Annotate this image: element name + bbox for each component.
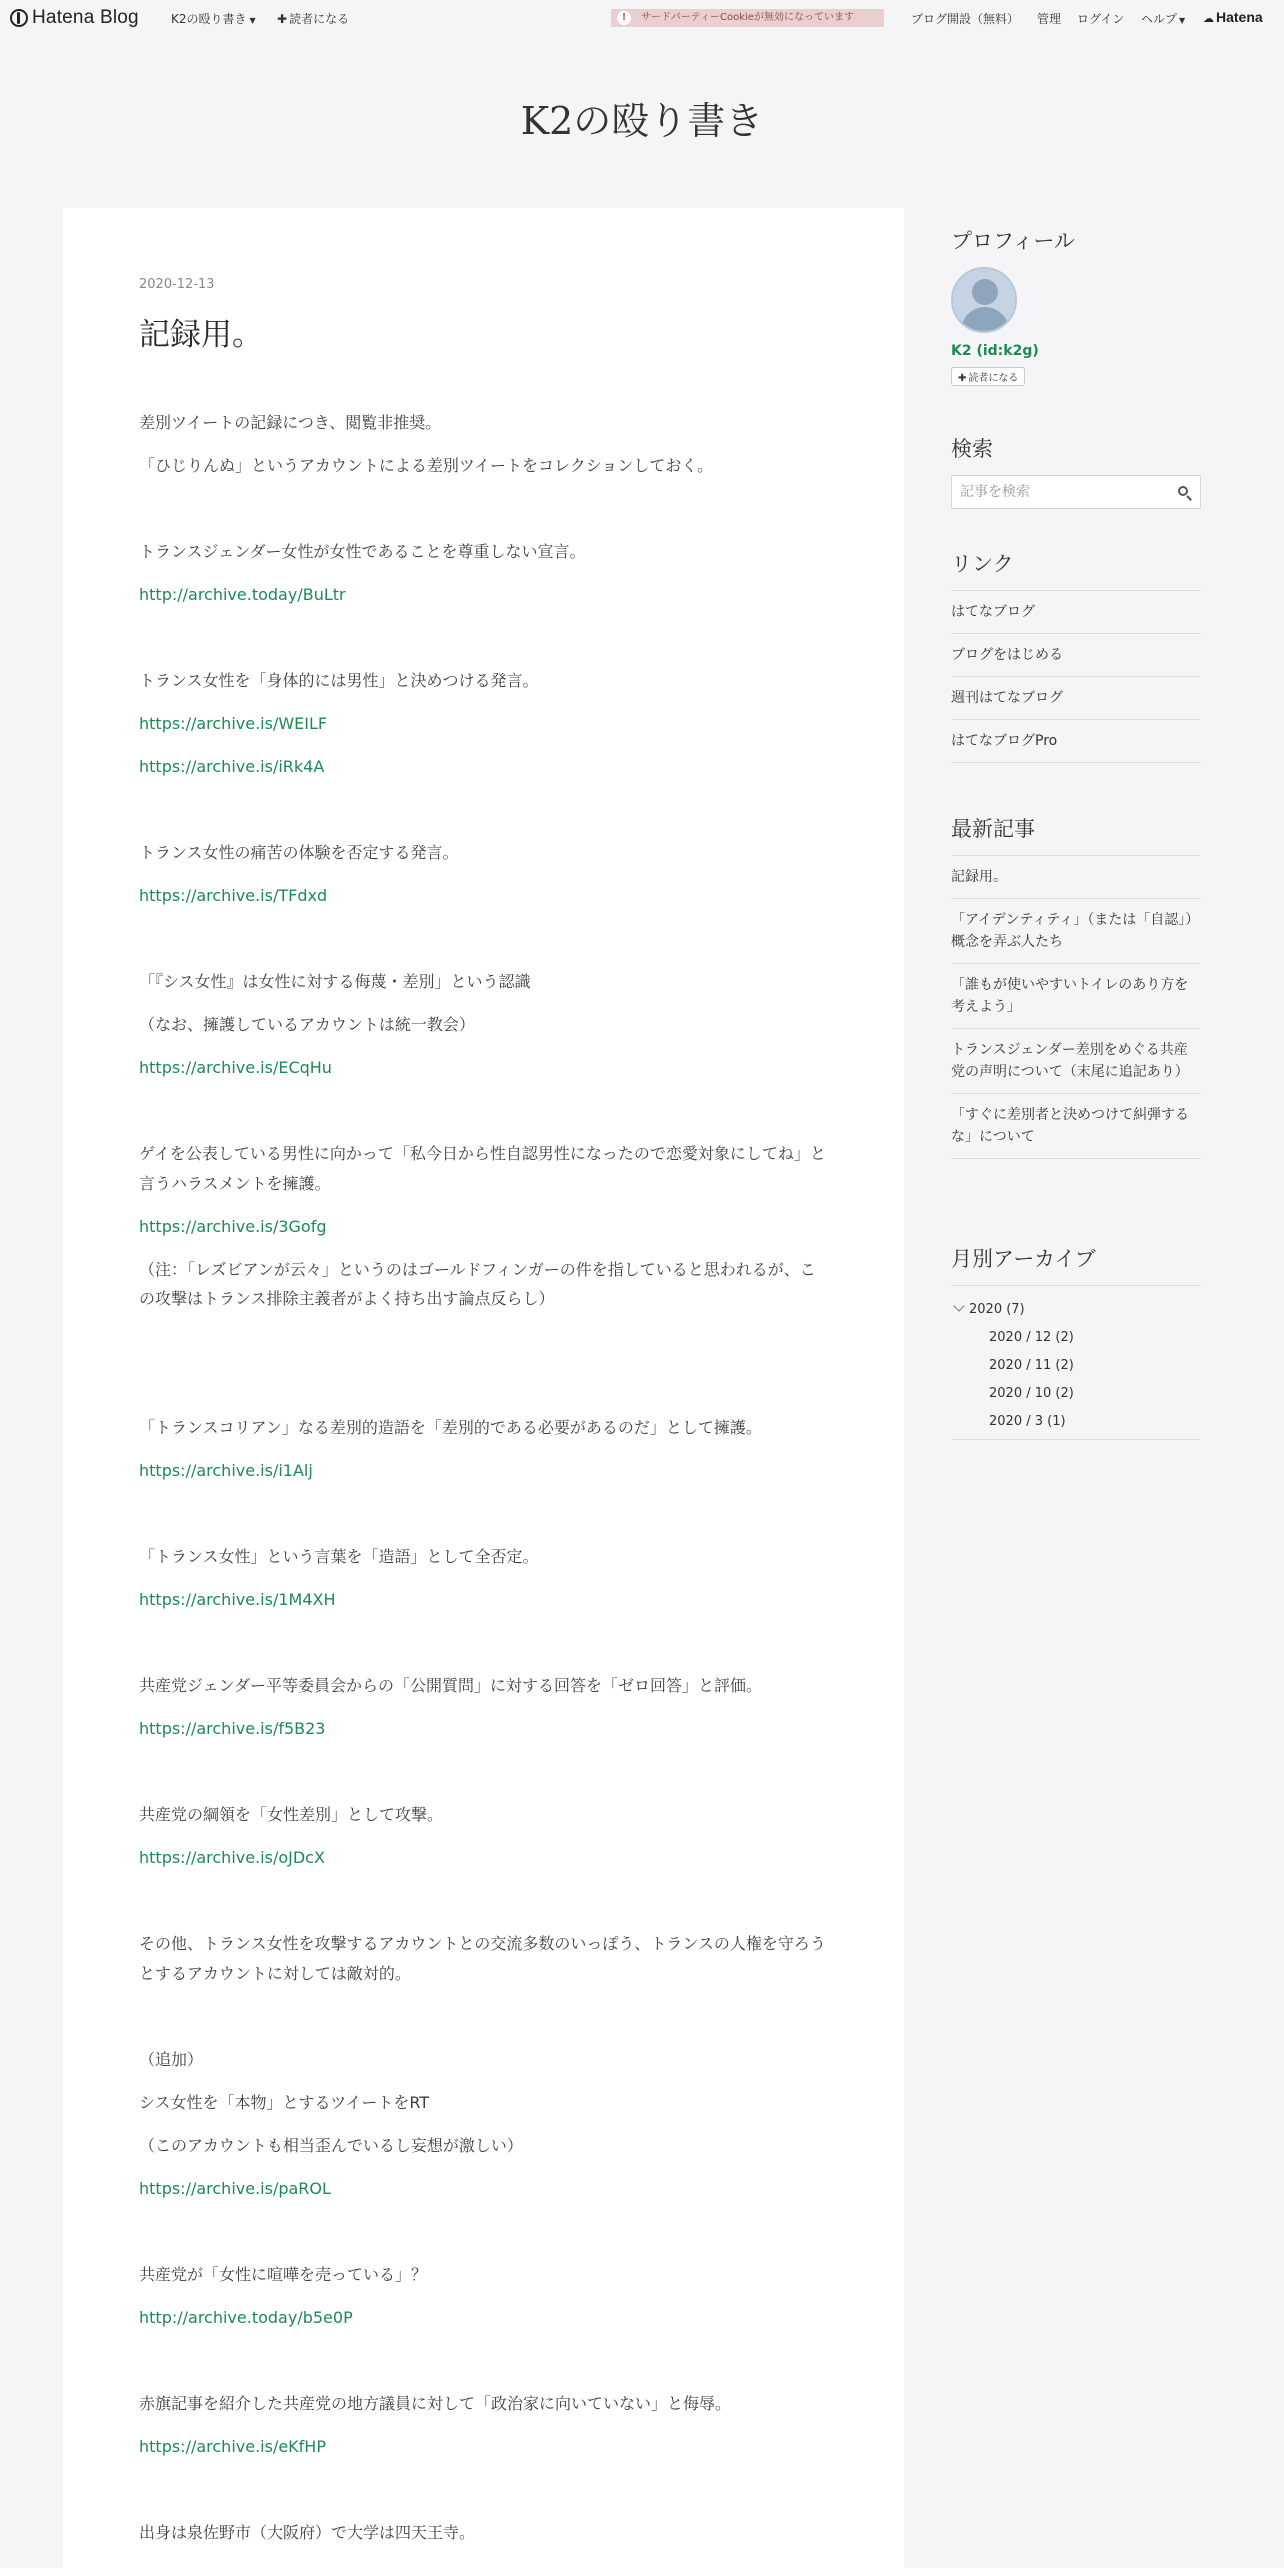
caret-down-icon: ▼: [1179, 16, 1186, 25]
archive-link[interactable]: https://archive.is/i1Alj: [139, 1461, 313, 1480]
search-icon-handle: [1186, 495, 1192, 501]
link-paragraph: [139, 1456, 829, 1486]
recent-entry-item[interactable]: 記録用。: [951, 856, 1201, 899]
recent-entry-item[interactable]: トランスジェンダー差別をめぐる共産党の声明について（末尾に追記あり）: [951, 1029, 1201, 1094]
login-link[interactable]: ログイン: [1077, 12, 1125, 26]
search-box: [951, 475, 1201, 509]
sidebar-link-item[interactable]: ブログをはじめる: [951, 634, 1201, 677]
links-title: リンク: [951, 552, 1014, 576]
logo-text: Hatena Blog: [32, 7, 139, 28]
entry-article: [63, 208, 904, 2568]
plus-icon: ✚: [277, 12, 288, 26]
archive-month-link[interactable]: 2020 / 11 (2): [989, 1358, 1074, 1373]
link-paragraph: [139, 881, 829, 911]
link-paragraph: [139, 1843, 829, 1873]
paragraph-spacer: [139, 494, 829, 537]
paragraph-spacer: [139, 2217, 829, 2260]
body-paragraph: （このアカウントも相当歪んでいるし妄想が激しい）: [139, 2135, 523, 2155]
recent-entry-item[interactable]: 「アイデンティティ」（または「自認」）概念を弄ぶ人たち: [951, 899, 1201, 964]
archive-link[interactable]: https://archive.is/eKfHP: [139, 2436, 326, 2456]
archive-link[interactable]: https://archive.is/f5B23: [139, 1719, 326, 1738]
archive-link[interactable]: https://archive.is/1M4XH: [139, 1590, 336, 1609]
blog-menu-label: K2の殴り書き: [171, 12, 247, 26]
archive-link[interactable]: https://archive.is/WEILF: [139, 714, 328, 733]
header-subscribe-button[interactable]: [277, 10, 349, 27]
body-paragraph: 差別ツイートの記録につき、閲覧非推奨。: [139, 413, 442, 432]
archive-month-link[interactable]: 2020 / 3 (1): [989, 1414, 1066, 1429]
body-paragraph: 「トランス女性」という言葉を「造語」として全否定。: [139, 1547, 539, 1566]
avatar-body: [961, 307, 1009, 333]
archive-link[interactable]: https://archive.is/iRk4A: [139, 757, 325, 776]
paragraph-spacer: [139, 1499, 829, 1542]
sidebar-link-item[interactable]: 週刊はてなブログ: [951, 677, 1201, 720]
body-paragraph: トランス女性を「身体的には男性」と決めつける発言。: [139, 671, 539, 690]
recent-entry-item[interactable]: 「すぐに差別者と決めつけて糾弾するな」について: [951, 1094, 1201, 1159]
chevron-down-icon: [953, 1300, 964, 1311]
blog-menu-dropdown[interactable]: [171, 10, 256, 27]
paragraph-spacer: [139, 1757, 829, 1800]
paragraph-spacer: [139, 924, 829, 967]
entry-title[interactable]: 記録用。: [139, 317, 263, 353]
archive-link[interactable]: http://archive.today/BuLtr: [139, 585, 346, 604]
blog-title[interactable]: K2の殴り書き: [520, 99, 764, 143]
caret-down-icon: ▼: [249, 16, 256, 25]
global-header: [0, 0, 1284, 36]
links-list: [951, 590, 1201, 763]
recent-entries-title: 最新記事: [951, 817, 1035, 841]
subscribe-label: 読者になる: [968, 373, 1019, 384]
profile-module: [951, 225, 1201, 386]
recent-entries-list: [951, 855, 1201, 1159]
body-paragraph: その他、トランス女性を攻撃するアカウントとの交流多数のいっぽう、トランスの人権を守ろうとするアカウントに対しては敵対的。: [139, 1934, 826, 1983]
body-paragraph: （追加）: [139, 2049, 204, 2069]
paragraph-spacer: [139, 1096, 829, 1139]
paragraph-spacer: [139, 1628, 829, 1671]
profile-name-link[interactable]: K2 (id:k2g): [951, 343, 1039, 359]
archive-link[interactable]: https://archive.is/ECqHu: [139, 1058, 332, 1077]
subscribe-label: 読者になる: [289, 12, 350, 26]
body-paragraph: 「ひじりんぬ」というアカウントによる差別ツイートをコレクションしておく。: [139, 456, 714, 475]
hatena-label: Hatena: [1216, 9, 1263, 25]
help-label: ヘルプ: [1141, 12, 1178, 26]
hatena-logo-icon: [10, 9, 28, 27]
body-paragraph: 「『シス女性』は女性に対する侮蔑・差別」という認識: [139, 972, 531, 991]
archive-title: 月別アーカイブ: [951, 1247, 1096, 1271]
body-paragraph: シス女性を「本物」とするツイートをRT: [139, 2092, 430, 2112]
archive-year-label: 2020 (7): [969, 1302, 1025, 1317]
paragraph-spacer: [139, 2002, 829, 2045]
hatena-link[interactable]: [1203, 9, 1263, 25]
hatena-cloud-icon: ☁: [1203, 13, 1214, 25]
body-paragraph: トランス女性の痛苦の体験を否定する発言。: [139, 843, 459, 862]
avatar-head: [972, 279, 998, 305]
archive-link[interactable]: https://archive.is/TFdxd: [139, 886, 328, 905]
link-paragraph: [139, 1212, 829, 1242]
paragraph-spacer: [139, 1327, 829, 1413]
body-paragraph: 共産党ジェンダー平等委員会からの「公開質問」に対する回答を「ゼロ回答」と評価。: [139, 1676, 763, 1695]
search-input[interactable]: [952, 476, 1162, 508]
entry-body: [139, 408, 829, 2561]
link-paragraph: [139, 2303, 829, 2333]
help-menu[interactable]: [1141, 10, 1185, 27]
cookie-notice[interactable]: [611, 9, 884, 27]
profile-title: プロフィール: [951, 229, 1075, 253]
body-paragraph: 「トランスコリアン」なる差別的造語を「差別的である必要があるのだ」として擁護。: [139, 1418, 762, 1437]
hatena-blog-logo[interactable]: [10, 7, 139, 29]
archive-year-2020[interactable]: [951, 1302, 1201, 1317]
search-button[interactable]: [1176, 484, 1194, 502]
cookie-notice-text: サードパーティーCookieが無効になっています: [641, 12, 854, 23]
link-paragraph: [139, 2432, 829, 2462]
paragraph-spacer: [139, 795, 829, 838]
link-paragraph: [139, 752, 829, 782]
search-icon: [1178, 486, 1188, 496]
paragraph-spacer: [139, 1886, 829, 1929]
archive-module: [951, 1243, 1201, 1440]
paragraph-spacer: [139, 2346, 829, 2389]
admin-link[interactable]: 管理: [1037, 12, 1062, 26]
search-module: [951, 433, 1201, 509]
link-paragraph: [139, 2174, 829, 2204]
body-paragraph: （注：「レズビアンが云々」というのはゴールドフィンガーの件を指していると思われるが、この攻撃はトランス排除主義者がよく持ち出す論点反らし）: [139, 1259, 816, 1308]
body-paragraph: 共産党の綱領を「女性差別」として攻撃。: [139, 1805, 444, 1824]
open-blog-link[interactable]: ブログ開設（無料）: [911, 12, 1020, 26]
archive-link[interactable]: http://archive.today/b5e0P: [139, 2307, 353, 2327]
paragraph-spacer: [139, 2475, 829, 2518]
archive-month-link[interactable]: 2020 / 12 (2): [989, 1330, 1074, 1345]
links-module: [951, 548, 1201, 763]
sidebar-link-item[interactable]: はてなブログ: [951, 591, 1201, 634]
archive-link[interactable]: https://archive.is/oJDcX: [139, 1848, 325, 1867]
archive-link[interactable]: https://archive.is/3Gofg: [139, 1216, 327, 1236]
sidebar-link-item[interactable]: はてなブログPro: [951, 720, 1201, 763]
search-title: 検索: [951, 437, 993, 461]
link-paragraph: [139, 580, 829, 610]
recent-entries-module: [951, 813, 1201, 1159]
recent-entry-item[interactable]: 「誰もが使いやすいトイレのあり方を考えよう」: [951, 964, 1201, 1029]
archive-link[interactable]: https://archive.is/paROL: [139, 2178, 331, 2198]
plus-icon: ✚: [958, 373, 967, 384]
paragraph-spacer: [139, 623, 829, 666]
archive-list: [951, 1285, 1201, 1440]
archive-months: [951, 1330, 1201, 1429]
body-paragraph: 共産党が「女性に喧嘩を売っている」？: [139, 2264, 428, 2284]
body-paragraph: 赤旗記事を紹介した共産党の地方議員に対して「政治家に向いていない」と侮辱。: [139, 2393, 732, 2413]
link-paragraph: [139, 1585, 829, 1615]
link-paragraph: [139, 709, 829, 739]
avatar[interactable]: [951, 267, 1017, 333]
body-paragraph: トランスジェンダー女性が女性であることを尊重しない宣言。: [139, 542, 586, 561]
info-icon: !: [617, 11, 631, 25]
body-paragraph: （なお、擁護しているアカウントは統一教会）: [139, 1015, 475, 1034]
archive-month-link[interactable]: 2020 / 10 (2): [989, 1386, 1074, 1401]
link-paragraph: [139, 1714, 829, 1744]
entry-date[interactable]: 2020-12-13: [139, 277, 215, 292]
body-paragraph: 出身は泉佐野市（大阪府）で大学は四天王寺。: [139, 2522, 476, 2542]
link-paragraph: [139, 1053, 829, 1083]
profile-subscribe-button[interactable]: [951, 367, 1025, 386]
body-paragraph: ゲイを公表している男性に向かって「私今日から性自認男性になったので恋愛対象にしてね」と言うハラスメントを擁護。: [139, 1144, 826, 1193]
